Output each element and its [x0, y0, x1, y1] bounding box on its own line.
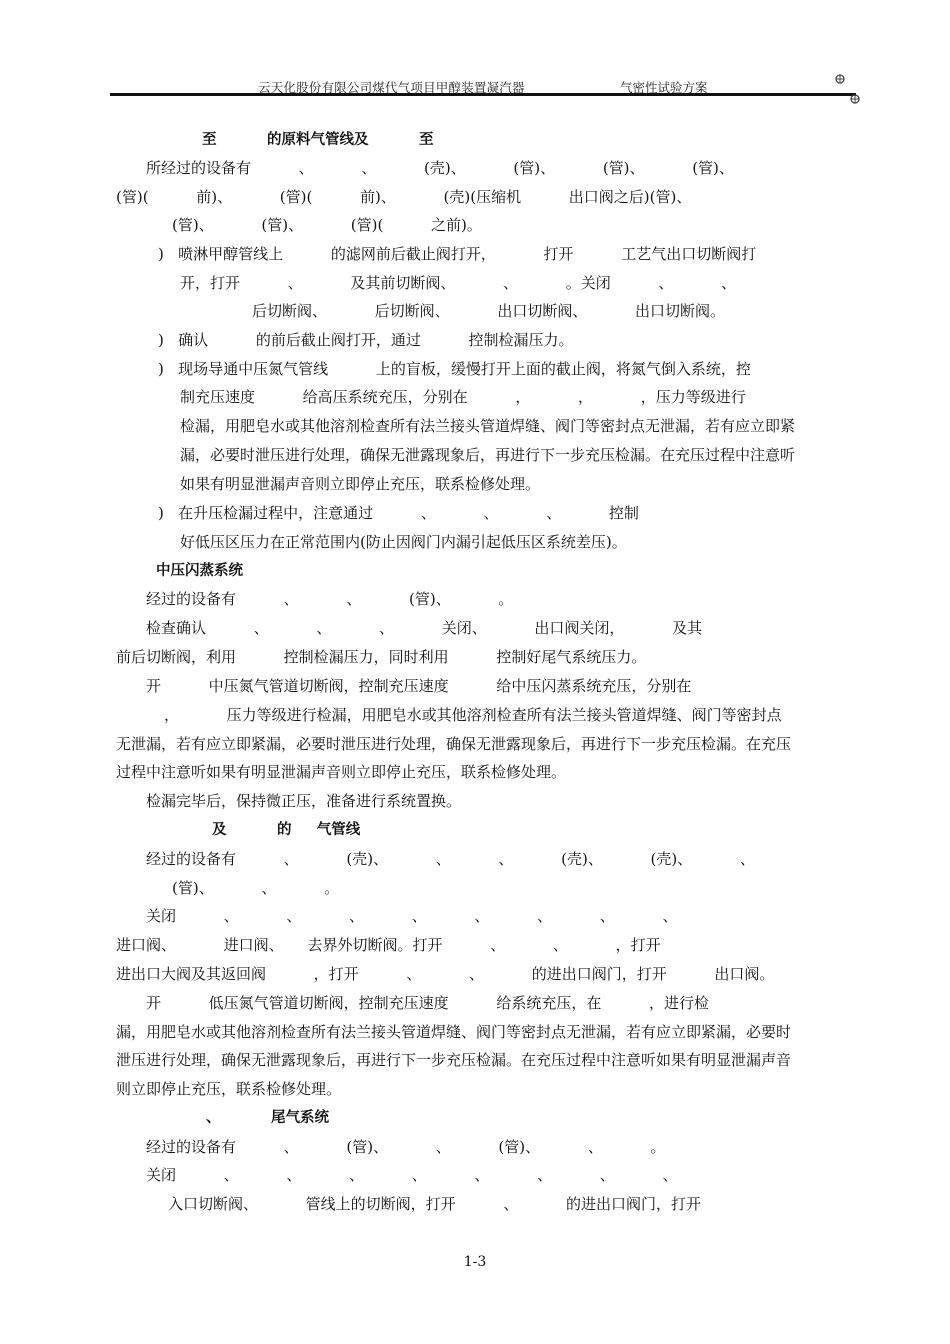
paragraph-line: 关闭 、 、 、 、 、 、 、 、	[146, 1166, 678, 1184]
list-item: ) 喷淋甲醇管线上 的滤网前后截止阀打开， 打开 工艺气出口切断阀打	[158, 245, 757, 263]
paragraph-line: (管)( 前)、 (管)( 前)、 (壳)(压缩机 出口阀之后)(管)、	[116, 188, 692, 206]
paragraph-line: 经过的设备有 、 (壳)、 、 、 (壳)、 (壳)、 、	[146, 850, 755, 868]
paragraph-line: (管)、 (管)、 (管)( 之前)。	[172, 216, 482, 234]
paragraph-line: 入口切断阀、 管线上的切断阀，打开 、 的进出口阀门，打开	[168, 1195, 702, 1213]
list-item: ) 确认 的前后截止阀打开，通过 控制检漏压力。	[158, 331, 574, 349]
paragraph-line: 漏，用肥皂水或其他溶剂检查所有法兰接头管道焊缝、阀门等密封点无泄漏，若有应立即紧漏，必要时	[116, 1023, 792, 1041]
paragraph-line: 经过的设备有 、 (管)、 、 (管)、 、 。	[146, 1138, 666, 1156]
header-title-left: 云天化股份有限公司煤代气项目甲醇装置凝汽器	[258, 80, 525, 95]
paragraph-line: 漏，必要时泄压进行处理，确保无泄露现象后，再进行下一步充压检漏。在充压过程中注意听	[180, 446, 796, 464]
paragraph-line: 好低压区压力在正常范围内(防止因阀门内漏引起低压区系统差压)。	[180, 533, 627, 551]
paragraph-line: 后切断阀、 后切断阀、 出口切断阀、 出口切断阀。	[252, 302, 726, 320]
paragraph-line: 检查确认 、 、 、 关闭、 出口阀关闭， 及其	[146, 619, 703, 637]
list-item: ) 现场导通中压氮气管线 上的盲板，缓慢打开上面的截止阀，将氮气倒入系统，控	[158, 360, 751, 378]
section-heading: 、 尾气系统	[206, 1110, 329, 1126]
paragraph-line: 检漏，用肥皂水或其他溶剂检查所有法兰接头管道焊缝、阀门等密封点无泄漏，若有应立即紧	[180, 417, 796, 435]
paragraph-line: 开，打开 、 及其前切断阀、 、 。关闭 、 、	[180, 274, 737, 292]
header-title-right: 气密性试验方案	[620, 80, 708, 95]
paragraph-line: 过程中注意听如果有明显泄漏声音则立即停止充压，联系检修处理。	[116, 763, 567, 781]
section-heading: 中压闪蒸系统	[156, 563, 243, 579]
paragraph-line: 进口阀、 进口阀、 去界外切断阀。打开 、 、 ，打开	[116, 936, 661, 954]
paragraph-line: 进出口大阀及其返回阀 ，打开 、 、 的进出口阀门，打开 出口阀。	[116, 965, 775, 983]
paragraph-line: 制充压速度 给高压系统充压，分别在 ， ， ，压力等级进行	[180, 388, 746, 406]
paragraph-line: 开 中压氮气管道切断阀，控制充压速度 给中压闪蒸系统充压，分别在	[146, 677, 692, 695]
list-item: ) 在升压检漏过程中，注意通过 、 、 、 控制	[158, 504, 639, 522]
section-heading: 至 的原料气管线及 至	[202, 132, 434, 148]
paragraph-line: 则立即停止充压，联系检修处理。	[116, 1080, 342, 1098]
paragraph-line: 泄压进行处理，确保无泄露现象后，再进行下一步充压检漏。在充压过程中注意听如果有明显泄漏声音	[116, 1051, 792, 1069]
paragraph-line: 经过的设备有 、 、 (管)、 。	[146, 590, 514, 608]
paragraph-line: 如果有明显泄漏声音则立即停止充压，联系检修处理。	[180, 475, 541, 493]
paragraph-line: 关闭 、 、 、 、 、 、 、 、	[146, 907, 678, 925]
section-heading: 及 的 气管线	[212, 822, 361, 838]
paragraph-line: 所经过的设备有 、 、 (壳)、 (管)、 (管)、 (管)、	[146, 159, 734, 177]
page-number: 1-3	[463, 1254, 487, 1270]
paragraph-line: 前后切断阀，利用 控制检漏压力，同时利用 控制好尾气系统压力。	[116, 648, 647, 666]
paragraph-line: ， 压力等级进行检漏，用肥皂水或其他溶剂检查所有法兰接头管道焊缝、阀门等密封点	[164, 706, 782, 724]
paragraph-line: 无泄漏，若有应立即紧漏，必要时泄压进行处理，确保无泄露现象后，再进行下一步充压检漏。在充压	[116, 735, 792, 753]
paragraph-line: (管)、 、 。	[172, 879, 340, 897]
paragraph-line: 开 低压氮气管道切断阀，控制充压速度 给系统充压，在 ，进行检	[146, 994, 710, 1012]
paragraph-line: 检漏完毕后，保持微正压，准备进行系统置换。	[146, 792, 462, 810]
